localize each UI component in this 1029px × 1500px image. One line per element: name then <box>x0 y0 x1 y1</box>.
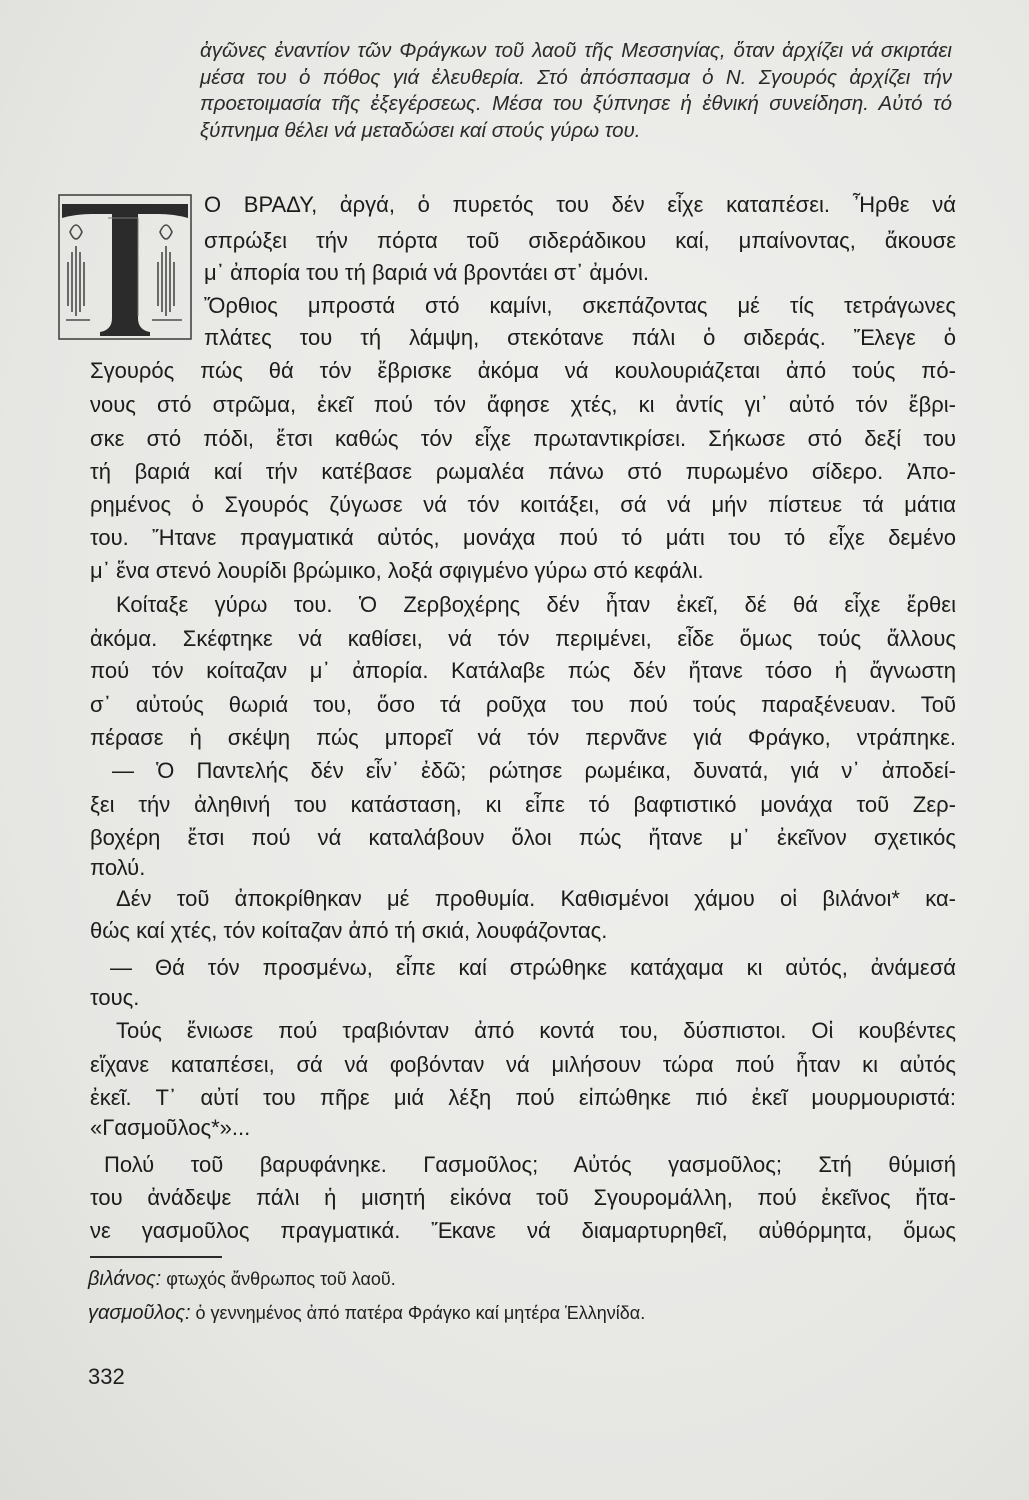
text-line: μ᾽ ἀπορία του τή βαριά νά βροντάει στ᾽ ἀμόνι. <box>204 260 650 285</box>
text-line: Δέν τοῦ ἀποκρίθηκαν μέ προθυμία. Καθισμένοι χάμου οἱ βιλάνοι* κα- <box>116 886 956 911</box>
text-line: θώς καί χτές, τόν κοίταζαν ἀπό τή σκιά, λουφάζοντας. <box>90 918 608 943</box>
text-line: τή βαριά καί τήν κατέβασε ρωμαλέα πάνω στό πυρωμένο σίδερο. Ἀπο- <box>90 459 956 484</box>
text-line: Ὄρθιος μπροστά στό καμίνι, σκεπάζοντας μέ τίς τετράγωνες <box>204 293 956 318</box>
text-line: Ο ΒΡΑΔΥ, ἀργά, ὁ πυρετός του δέν εἶχε καταπέσει. Ἦρθε νά <box>204 192 956 217</box>
text-line: πού τόν κοίταζαν μ᾽ ἀπορία. Κατάλαβε πώς δέν ἤτανε τόσο ἡ ἄγνωστη <box>90 658 956 683</box>
footnote <box>88 1268 396 1291</box>
text-line: μ᾽ ἕνα στενό λουρίδι βρώμικο, λοξά σφιγμένο γύρω στό κεφάλι. <box>90 558 704 583</box>
footnote-text: φτωχός ἄνθρωπος τοῦ λαοῦ. <box>166 1269 396 1289</box>
intro-paragraph: ἀγῶνες ἐναντίον τῶν Φράγκων τοῦ λαοῦ τῆς Μεσσηνίας, ὅταν ἀρχίζει νά σκιρτάει μέσα του ὁ πόθος γιά ἐλευθερία. Στό ἀπόσπασμα ὁ Ν. Σγουρός ἀρχίζει τήν προετοιμασία τῆς ἐξεγέρσεως. Μέσα του ξύπνησε ἡ ἐθνική συνείδηση. Αὐτό τό ξύπνημα θέλει νά μεταδώσει καί στούς γύρω του. <box>200 39 952 142</box>
text-line: ρημένος ὁ Σγουρός ζύγωσε νά τόν κοιτάξει, σά νά μήν πίστευε τά μάτια <box>90 492 956 517</box>
text-line: του ἀνάδεψε πάλι ἡ μισητή εἰκόνα τοῦ Σγουρομάλλη, πού ἐκεῖνος ἤτα- <box>90 1185 956 1210</box>
text-line: Τούς ἔνιωσε πού τραβιόνταν ἀπό κοντά του, δύσπιστοι. Οἱ κουβέντες <box>116 1018 956 1043</box>
footnote-divider <box>90 1256 222 1258</box>
text-line: πλάτες του τή λάμψη, στεκότανε πάλι ὁ σιδεράς. Ἔλεγε ὁ <box>204 325 956 350</box>
text-line: Πολύ τοῦ βαρυφάνηκε. Γασμοῦλος; Αὐτός γασμοῦλος; Στή θύμισή <box>104 1152 956 1177</box>
text-line: ξει τήν ἀληθινή του κατάσταση, κι εἶπε τό βαφτιστικό μονάχα τοῦ Ζερ- <box>90 792 956 817</box>
text-line: του. Ἤτανε πραγματικά αὐτός, μονάχα πού τό μάτι του τό εἶχε δεμένο <box>90 525 956 550</box>
text-line: — Ὁ Παντελής δέν εἶν᾽ ἐδῶ; ρώτησε ρωμέικα, δυνατά, γιά ν᾽ ἀποδεί- <box>112 758 956 783</box>
text-line: Κοίταξε γύρω του. Ὁ Ζερβοχέρης δέν ἦταν ἐκεῖ, δέ θά εἶχε ἔρθει <box>116 592 956 617</box>
footnote-term: γασμοῦλος: <box>88 1302 191 1324</box>
footnote-term: βιλάνος: <box>88 1268 162 1290</box>
text-line: ἀκόμα. Σκέφτηκε νά καθίσει, νά τόν περιμένει, εἶδε ὅμως τούς ἄλλους <box>90 626 956 651</box>
page-number: 332 <box>88 1364 125 1389</box>
decorative-dropcap-icon <box>56 192 194 342</box>
text-line: σκε στό πόδι, ἔτσι καθώς τόν εἶχε πρωταντικρίσει. Σήκωσε στό δεξί του <box>90 426 956 451</box>
text-line: «Γασμοῦλος*»... <box>90 1115 251 1140</box>
footnote <box>88 1302 645 1325</box>
text-line: Σγουρός πώς θά τόν ἔβρισκε ἀκόμα νά κουλουριάζεται ἀπό τούς πό- <box>90 358 956 383</box>
text-line: σπρώξει τήν πόρτα τοῦ σιδεράδικου καί, μπαίνοντας, ἄκουσε <box>204 228 956 253</box>
text-line: νε γασμοῦλος πραγματικά. Ἔκανε νά διαμαρτυρηθεῖ, αὐθόρμητα, ὅμως <box>90 1218 956 1243</box>
footnote-text: ὁ γεννημένος ἀπό πατέρα Φράγκο καί μητέρα Ἑλληνίδα. <box>195 1303 646 1323</box>
text-line: σ᾽ αὐτούς θωριά του, ὅσο τά ροῦχα του πού τούς παραξένευαν. Τοῦ <box>90 692 956 717</box>
text-line: — Θά τόν προσμένω, εἶπε καί στρώθηκε κατάχαμα κι αὐτός, ἀνάμεσά <box>110 955 956 980</box>
text-line: πολύ. <box>90 855 146 880</box>
text-line: εἴχανε καταπέσει, σά νά φοβόνταν νά μιλήσουν τώρα πού ἦταν κι αὐτός <box>90 1052 956 1077</box>
text-line: ἐκεῖ. Τ᾽ αὐτί του πῆρε μιά λέξη πού εἰπώθηκε πιό ἐκεῖ μουρμουριστά: <box>90 1085 956 1110</box>
text-line: πέρασε ἡ σκέψη πώς μπορεῖ νά τόν περνᾶνε γιά Φράγκο, ντράπηκε. <box>90 725 956 750</box>
text-line: νους στό στρῶμα, ἐκεῖ πού τόν ἄφησε χτές, κι ἀντίς γι᾽ αὐτό τόν ἔβρι- <box>90 392 956 417</box>
text-line: βοχέρη ἔτσι πού νά καταλάβουν ὅλοι πώς ἤτανε μ᾽ ἐκεῖνον σχετικός <box>90 825 956 850</box>
text-line: τους. <box>90 985 140 1010</box>
